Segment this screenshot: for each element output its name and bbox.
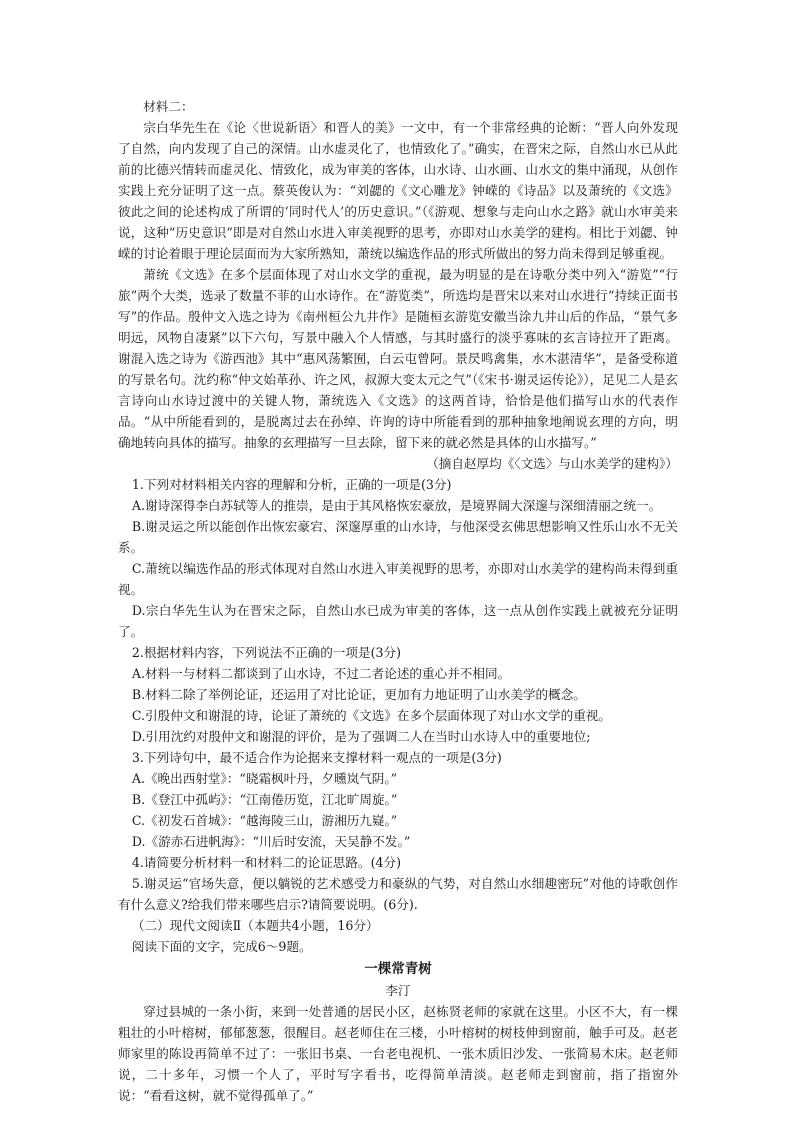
question-2-stem: 2.根据材料内容，下列说法不正确的一项是(3分) — [131, 645, 401, 660]
question-1-option-a: A.谢诗深得李白苏轼等人的推崇，是由于其风格恢宏豪放，是境界阔大深邃与深细清丽之统一。 — [131, 498, 662, 513]
question-2-option-d: D.引用沈约对殷仲文和谢混的评价，是为了强调二人在当时山水诗人中的重要地位; — [131, 729, 591, 744]
question-2-option-b: B.材料二除了举例论证，还运用了对比论证，更加有力地证明了山水美学的概念。 — [131, 687, 586, 702]
question-2-option-a: A.材料一与材料二都谈到了山水诗，不过二者论述的重心并不相同。 — [131, 666, 511, 681]
question-1-stem: 1.下列对材料相关内容的理解和分析，正确的一项是(3分) — [131, 477, 452, 492]
question-1-option-c: C.萧统以编选作品的形式体现对自然山水进入审美视野的思考，亦即对山水美学的建构尚未得到重视。 — [118, 561, 678, 597]
question-5: 5.谢灵运“官场失意，便以躺锐的艺术感受力和豪纵的气势，对自然山水细趣密玩”对他的诗歌创作有什么意义?给我们带来哪些启示?请简要说明。(6分). — [118, 876, 678, 912]
article-author: 李汀 — [385, 983, 411, 998]
article-title: 一棵常青树 — [364, 961, 432, 977]
material2-heading: 材料二： — [143, 99, 194, 114]
document-page — [118, 96, 678, 1106]
question-4: 4.请简要分析材料一和材料二的论证思路。(4分) — [131, 855, 401, 870]
question-3-option-d: D.《游赤石进帆海》：“川后时安流，天吴静不发。” — [131, 834, 411, 849]
question-3-option-c: C.《初发石首城》：“越海陵三山，游湘历九嶷。” — [131, 813, 398, 828]
material2-source: （摘自赵厚均《〈文选〉与山水美学的建构》） — [426, 456, 678, 471]
material2-paragraph-2: 萧统《文选》在多个层面体现了对山水文学的重视，最为明显的是在诗歌分类中列入“游览”“行旅”两个大类，选录了数量不菲的山水诗作。在“游览类”，所选均是晋宋以来对山水进行“持续正面书写”的作品。殷仲文入选之诗为《南州桓公九井作》是随桓玄游览安徽当涂九井山后的作品，“景气多明远，风物自凄紧”以下六句，写景中融入个人情感，与其时盛行的淡乎寡味的玄言诗拉开了距离。谢混入选之诗为《游西池》其中“惠风荡繁囿，白云屯曾阿。景昃鸣禽集，水木湛清华”，是备受称道的写景名句。沈约称“仲文始革孙、许之风，叔源大变太元之气”（《宋书·谢灵运传论》），足见二人是玄言诗向山水诗过渡中的关键人物，萧统选入《文选》的这两首诗，恰恰是他们描写山水的代表作品。“从中所能看到的，是脱离过去在孙绰、许询的诗中所能看到的那种抽象地阐说玄理的方向，明确地转向具体的描写。抽象的玄理描写一旦去除，留下来的就必然是具体的山水描写。” — [118, 267, 678, 450]
question-3-option-b: B.《登江中孤屿》：“江南倦历览，江北旷周旋。” — [131, 792, 398, 807]
question-3-stem: 3.下列诗句中，最不适合作为论据来支撑材料一观点的一项是(3分) — [131, 750, 502, 765]
question-3-option-a: A.《晚出西射堂》：“晓霜枫叶丹，夕曛岚气阴。” — [131, 771, 398, 786]
question-1-option-d: D.宗白华先生认为在晋宋之际，自然山水已成为审美的客体，这一点从创作实践上就被充分证明了。 — [118, 603, 678, 639]
section-2-instruction: 阅读下面的文字，完成6～9题。 — [131, 939, 312, 954]
section-2-heading: （二）现代文阅读Ⅱ（本题共4小题，16分） — [131, 918, 379, 933]
question-1-option-b: B.谢灵运之所以能创作出恢宏豪宕、深邃厚重的山水诗，与他深受玄佛思想影响又性乐山水不无关系。 — [118, 519, 678, 555]
question-2-option-c: C.引殷仲文和谢混的诗，论证了萧统的《文选》在多个层面体现了对山水文学的重视。 — [131, 708, 612, 723]
material2-paragraph-1: 宗白华先生在《论〈世说新语〉和晋人的美》一文中，有一个非常经典的论断：“晋人向外发现了自然，向内发现了自己的深情。山水虚灵化了，也情致化了。”确实，在晋宋之际，自然山水已从此前的比德兴情转而虚灵化、情致化，成为审美的客体，山水诗、山水画、山水文的集中涌现，从创作实践上充分证明了这一点。蔡英俊认为：“刘勰的《文心雕龙》钟嵘的《诗品》以及萧统的《文选》彼此之间的论述构成了所谓的‘同时代人’的历史意识。”（《游观、想象与走向山水之路》就山水审美来说，这种“历史意识”即是对自然山水进入审美视野的思考，亦即对山水美学的建构。相比于刘勰、钟嵘的讨论着眼于理论层面而为大家所熟知，萧统以编选作品的形式所做出的努力尚未得到足够重视。 — [118, 120, 678, 261]
article-paragraph-1: 穿过县城的一条小街，来到一处普通的居民小区，赵栋贤老师的家就在这里。小区不大，有一棵粗壮的小叶榕树，郁郁葱葱，很醒目。赵老师住在三楼，小叶榕树的树枝伸到窗前，触手可及。赵老师家里的陈设再简单不过了：一张旧书桌、一台老电视机、一张木质旧沙发、一张简易木床。赵老师说，二十多年，习惯一个人了，平时写字看书，吃得简单清淡。赵老师走到窗前，指了指窗外说：“看看这树，就不觉得孤单了。” — [118, 1004, 678, 1103]
